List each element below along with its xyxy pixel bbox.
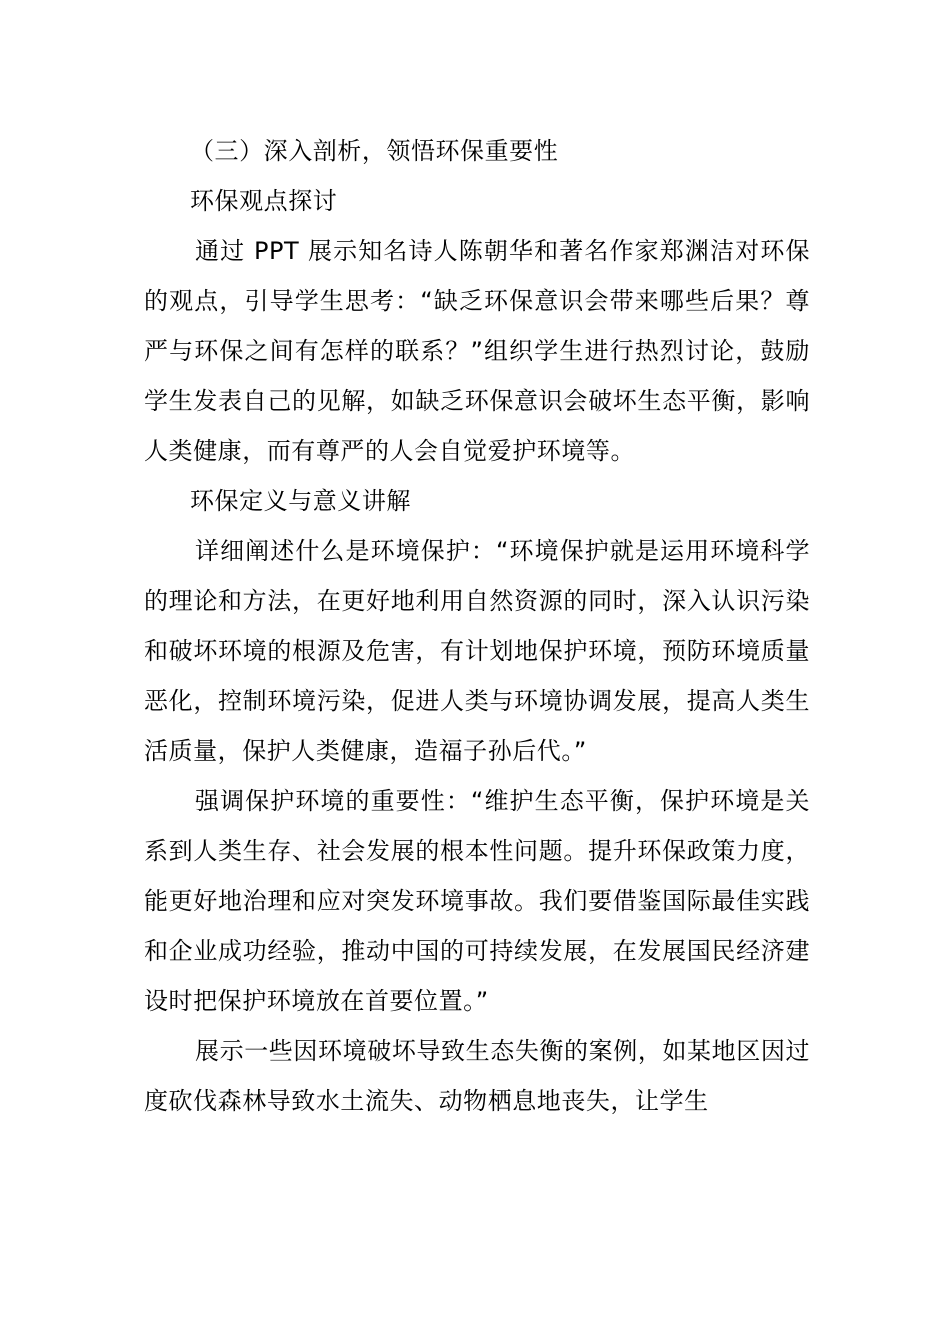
paragraph-viewpoints: 通过 PPT 展示知名诗人陈朝华和著名作家郑渊洁对环保的观点，引导学生思考：“缺乏环保意识会带来哪些后果？尊严与环保之间有怎样的联系？”组织学生进行热烈讨论，鼓励学生发表自己的见解，如缺乏环保意识会破坏生态平衡，影响人类健康，而有尊严的人会自觉爱护环境等。 (144, 237, 810, 465)
paragraph-cases: 展示一些因环境破坏导致生态失衡的案例，如某地区因过度砍伐森林导致水土流失、动物栖息地丧失，让学生 (144, 1037, 810, 1115)
paragraph-importance: 强调保护环境的重要性：“维护生态平衡，保护环境是关系到人类生存、社会发展的根本性问题。提升环保政策力度，能更好地治理和应对突发环境事故。我们要借鉴国际最佳实践和企业成功经验，推动中国的可持续发展，在发展国民经济建设时把保护环境放在首要位置。” (144, 787, 810, 1015)
subheading-viewpoints: 环保观点探讨 (190, 187, 338, 215)
document-body (144, 126, 810, 1126)
paragraph-definition: 详细阐述什么是环境保护：“环境保护就是运用环境科学的理论和方法，在更好地利用自然资源的同时，深入认识污染和破坏环境的根源及危害，有计划地保护环境，预防环境质量恶化，控制环境污染，促进人类与环境协调发展，提高人类生活质量，保护人类健康，造福子孙后代。” (144, 537, 810, 765)
section-heading: （三）深入剖析，领悟环保重要性 (190, 137, 559, 165)
subheading-definition: 环保定义与意义讲解 (190, 487, 411, 515)
